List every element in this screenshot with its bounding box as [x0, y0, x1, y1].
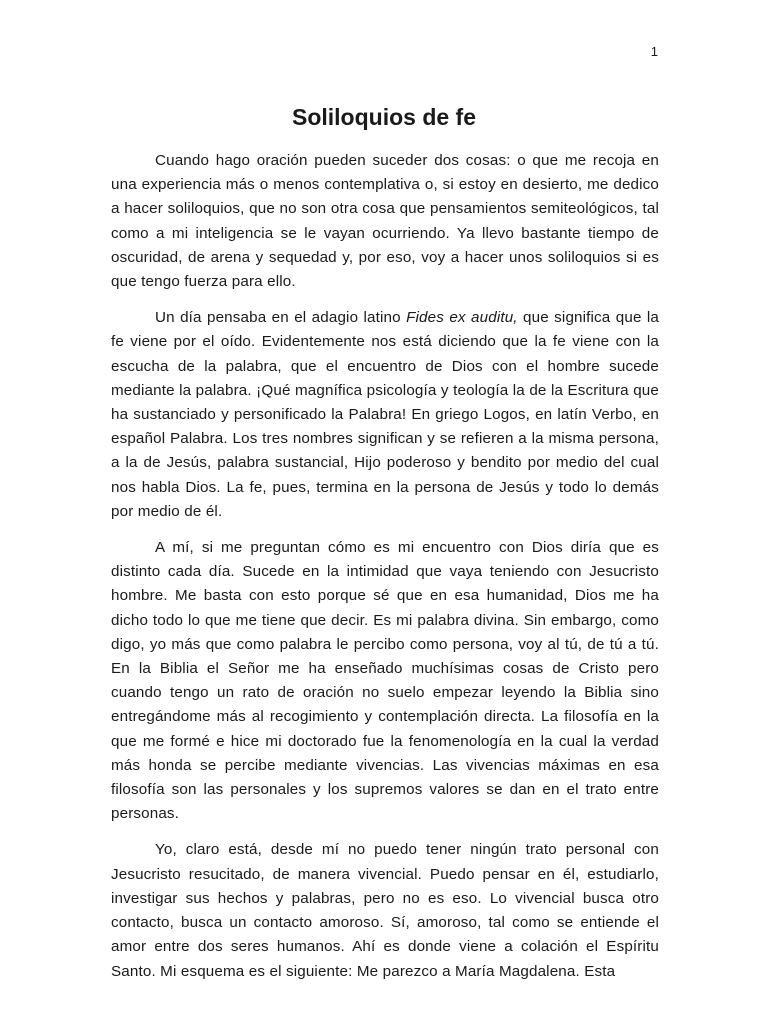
- page-number: 1: [650, 44, 658, 59]
- document-title: Soliloquios de fe: [291, 104, 476, 130]
- latin-adage: Fides ex auditu,: [406, 309, 518, 327]
- paragraph-1: Cuando hago oración pueden suceder dos cosas: o que me recoja en una experiencia más o menos contemplativa o, si estoy en desierto, me dedico a hacer soliloquios, que no son otra cosa que pensamientos semiteológicos, tal como a mi inteligencia se le vayan ocurriendo. Ya llevo bastante tiempo de oscuridad, de arena y sequedad y, por eso, voy a hacer unos soliloquios si es que tengo fuerza para ello.: [111, 152, 659, 291]
- paragraph-3: A mí, si me preguntan cómo es mi encuentro con Dios diría que es distinto cada día. Sucede en la intimidad que vaya teniendo con Jesucristo hombre. Me basta con esto porque sé que en esa humanidad, Dios me ha dicho todo lo que me tiene que decir. Es mi palabra divina. Sin embargo, como digo, yo más que como palabra le percibo como persona, voy al tú, de tú a tú. En la Biblia el Señor me ha enseñado muchísimas cosas de Cristo pero cuando tengo un rato de oración no suelo empezar leyendo la Biblia sino entregándome más al recogimiento y contemplación directa. La filosofía en la que me formé e hice mi doctorado fue la fenomenología en la cual la verdad más honda se percibe mediante vivencias. Las vivencias máximas en esa filosofía son las personales y los supremos valores se dan en el trato entre personas.: [111, 539, 659, 823]
- paragraph-2-text-after: que significa que la fe viene por el oído. Evidentemente nos está diciendo que la fe viene con la escucha de la palabra, que el encuentro de Dios con el hombre sucede mediante la palabra. ¡Qué magnífica psicología y teología la de la Escritura que ha sustanciado y personificado la Palabra! En griego Logos, en latín Verbo, en español Palabra. Los tres nombres significan y se refieren a la misma persona, a la de Jesús, palabra sustancial, Hijo poderoso y bendito por medio del cual nos habla Dios. La fe, pues, termina en la persona de Jesús y todo lo demás por medio de él.: [111, 309, 660, 520]
- paragraph-2: [111, 306, 659, 524]
- document-body: [111, 149, 659, 996]
- paragraph-2-text-before: Un día pensaba en el adagio latino: [155, 309, 407, 327]
- paragraph-4: Yo, claro está, desde mí no puedo tener ningún trato personal con Jesucristo resucitado, de manera vivencial. Puedo pensar en él, estudiarlo, investigar sus hechos y palabras, pero no es eso. Lo vivencial busca otro contacto, busca un contacto amoroso. Sí, amoroso, tal como se entiende el amor entre dos seres humanos. Ahí es donde viene a colación el Espíritu Santo. Mi esquema es el siguiente: Me parezco a María Magdalena. Esta: [111, 841, 659, 980]
